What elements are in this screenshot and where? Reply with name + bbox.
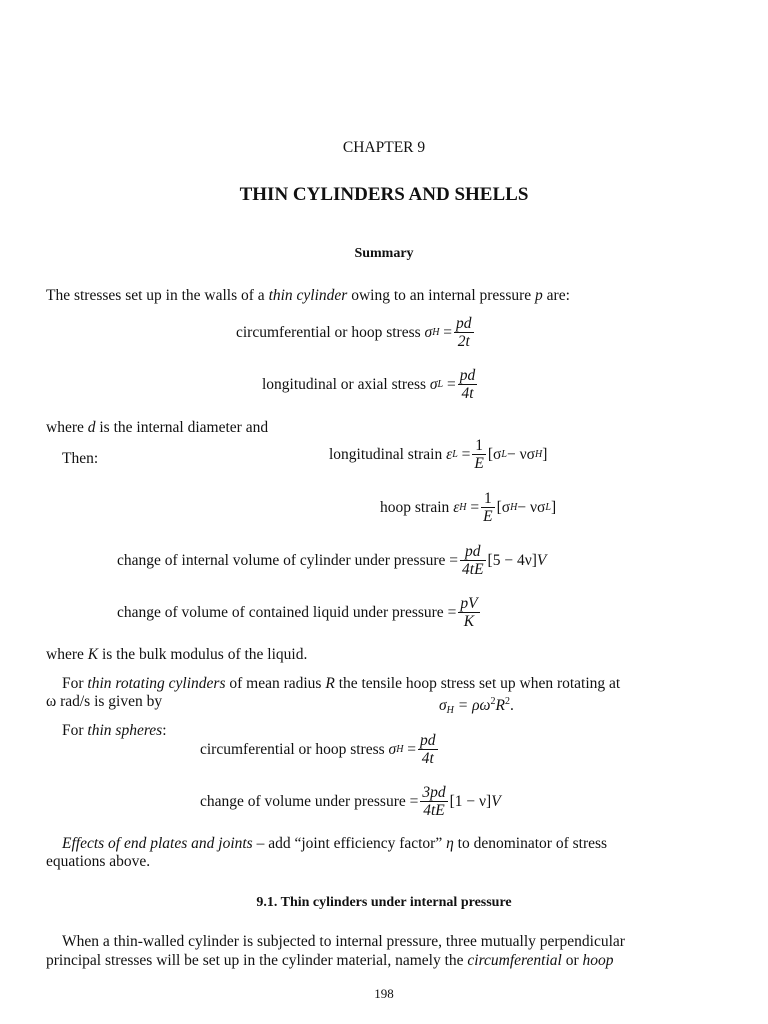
sphere-hoop-stress-equation: circumferential or hoop stress σ H = $\frac{pd}{4t}$ xyxy=(200,732,436,767)
liquid-volume-change-equation: change of volume of contained liquid under pressure = $\frac{pV}{K}$ xyxy=(117,595,478,630)
cylinder-volume-change-equation: change of internal volume of cylinder under pressure = $\frac{pd}{4tE}$ [5 − 4ν] V xyxy=(117,543,547,578)
summary-heading: Summary xyxy=(354,246,414,261)
rotating-cylinder-line2: ω rad/s is given by xyxy=(46,693,163,710)
sphere-hoop-stress-fraction: $\frac{pd}{4t}$ xyxy=(420,732,436,767)
page-number: 198 xyxy=(374,986,394,1001)
body-line-2: principal stresses will be set up in the cylinder material, namely the circumferential or hoop xyxy=(46,952,614,969)
hoop-strain-fraction: $\frac{1}{E}$ xyxy=(483,490,493,525)
hoop-strain-equation: hoop strain ε H = $\frac{1}{E}$ [σ H − νσ L ] xyxy=(380,490,557,525)
intro-paragraph: The stresses set up in the walls of a thin cylinder owing to an internal pressure p are: xyxy=(46,287,570,304)
longitudinal-strain-equation: longitudinal strain ε L = $\frac{1}{E}$ [σ L − νσ H ] xyxy=(329,437,548,472)
sphere-volume-fraction: $\frac{3pd}{4tE}$ xyxy=(422,784,446,819)
body-line-1: When a thin-walled cylinder is subjected to internal pressure, three mutually perpendicular xyxy=(62,933,625,950)
then-label: Then: xyxy=(62,450,99,467)
longitudinal-stress-equation: longitudinal or axial stress σ L = $\frac{pd}{4t}$ xyxy=(262,367,476,402)
section-heading: 9.1. Thin cylinders under internal pressure xyxy=(256,895,512,910)
cylinder-volume-fraction: $\frac{pd}{4tE}$ xyxy=(462,543,484,578)
chapter-title: THIN CYLINDERS AND SHELLS xyxy=(239,184,529,205)
sphere-volume-change-equation: change of volume under pressure = $\frac{3pd}{4tE}$ [1 − ν] V xyxy=(200,784,501,819)
end-plates-paragraph: Effects of end plates and joints – add “joint efficiency factor” η to denominator of stress xyxy=(62,835,608,852)
where-diameter-text: where d is the internal diameter and xyxy=(46,419,269,436)
longitudinal-stress-fraction: $\frac{pd}{4t}$ xyxy=(459,367,476,402)
rotating-hoop-stress-formula: $\sigma_H = \rho\omega^2R^2$. xyxy=(439,696,514,716)
hoop-stress-fraction: $\frac{pd}{2t}$ xyxy=(456,315,472,350)
liquid-volume-fraction: $\frac{pV}{K}$ xyxy=(460,595,478,630)
where-bulk-modulus-text: where K is the bulk modulus of the liquid. xyxy=(46,646,308,663)
chapter-label: CHAPTER 9 xyxy=(342,139,426,156)
end-plates-line2: equations above. xyxy=(46,853,151,870)
longitudinal-strain-fraction: $\frac{1}{E}$ xyxy=(474,437,484,472)
rotating-cylinder-paragraph: For thin rotating cylinders of mean radius R the tensile hoop stress set up when rotating at xyxy=(62,675,621,692)
thin-spheres-label: For thin spheres: xyxy=(62,722,167,739)
hoop-stress-equation: circumferential or hoop stress σ H = $\frac{pd}{2t}$ xyxy=(236,315,472,350)
